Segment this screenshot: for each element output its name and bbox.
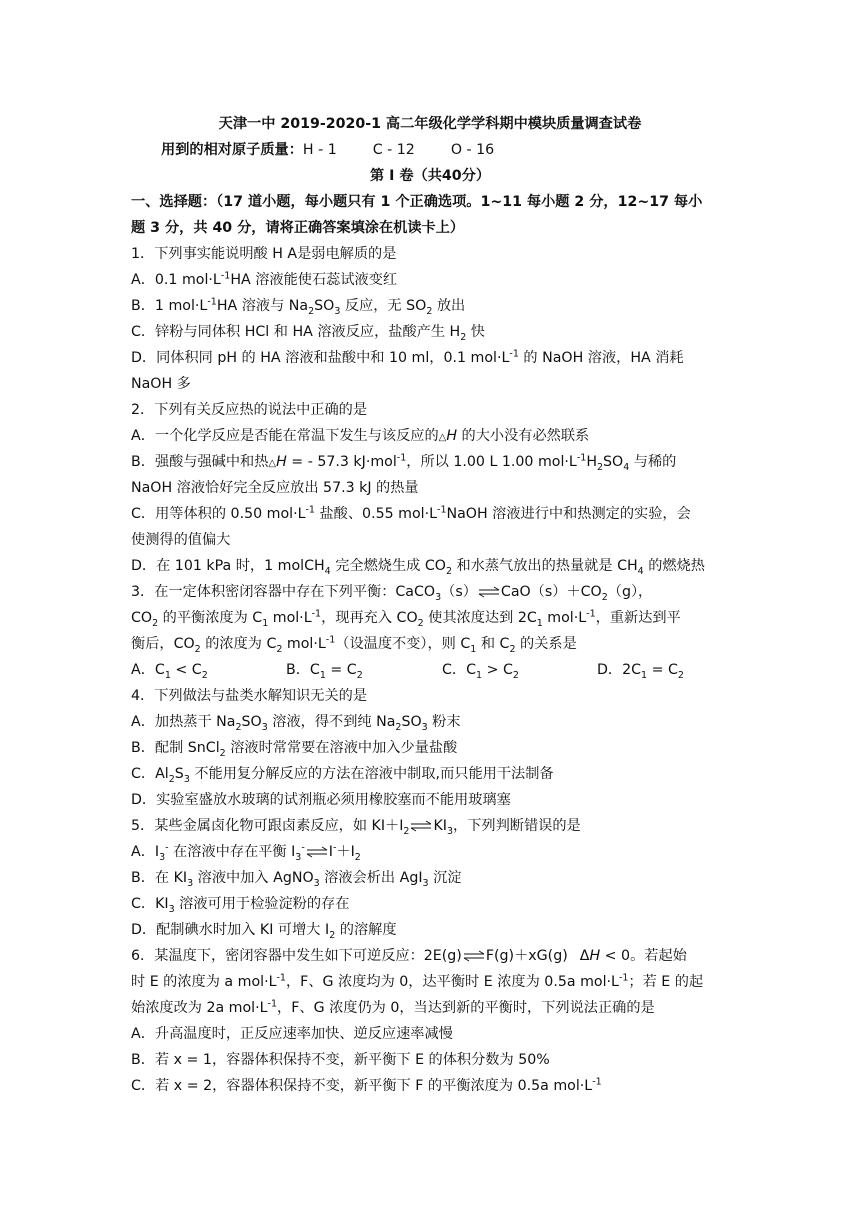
q5-option-d: D．配制碘水时加入 KI 可增大 $I_2$ 的溶解度: [131, 922, 397, 941]
q2-option-b: B．强酸与强碱中和热△H = - 57.3 kJ·mol$^{-1}$，所以 1.00 L 1.00 $mol\cdot L^{-1}H_2SO_4$ 与稀的: [131, 452, 677, 473]
q5-option-c: C．$KI_3$ 溶液可用于检验淀粉的存在: [131, 896, 350, 915]
q4-option-b: B．配制 SnCl$_2$ 溶液时常常要在溶液中加入少量盐酸: [131, 740, 458, 759]
q3-option-c: C．$C_1 > C_2$: [442, 662, 519, 681]
q2-option-b-cont: NaOH 溶液恰好完全反应放出 57.3 kJ 的热量: [131, 480, 419, 496]
q6-option-a: A．升高温度时，正反应速率加快、逆反应速率减慢: [131, 1026, 453, 1042]
q4-option-a: A．加热蒸干 $Na_2SO_3$ 溶液，得不到纯 $Na_2SO_3$ 粉末: [131, 714, 461, 733]
q5-option-b: B．在 $KI_3$ 溶液中加入 AgNO$_3$ 溶液会析出 AgI$_3$ 沉淀: [131, 870, 462, 889]
q3-option-b: B．$C_1 = C_2$: [286, 662, 363, 681]
q1-option-d: D．同体积同 pH 的 HA 溶液和盐酸中和 10 ml，0.1 $mol\cdot L^{-1}$ 的 NaOH 溶液，HA 消耗: [131, 348, 684, 366]
page-title: 天津一中 2019-2020-1 高二年级化学学科期中模块质量调查试卷: [218, 116, 642, 132]
instructions-line-2: 题 3 分，共 40 分，请将正确答案填涂在机读卡上）: [131, 220, 465, 236]
q3-stem: 3．在一定体积密闭容器中存在下列平衡：CaCO$_3$（s） $CaO(s)+CO_2(g)$，: [131, 584, 653, 603]
q1-stem: 1．下列事实能说明酸 H A是弱电解质的是: [131, 246, 397, 262]
atomic-mass-c: C - 12: [372, 142, 415, 158]
atomic-mass-o: O - 16: [450, 142, 495, 158]
q3-options: [131, 660, 731, 680]
q4-stem: 4．下列做法与盐类水解知识无关的是: [131, 688, 368, 704]
equilibrium-arrow-icon: [306, 846, 328, 858]
q2-option-a: A．一个化学反应是否能在常温下发生与该反应的△H 的大小没有必然联系: [131, 428, 590, 444]
equilibrium-arrow-icon: [478, 586, 500, 598]
q5-option-a: A．$I_3^-$ 在溶液中存在平衡 $I_3^-$ $I^-+I_2$: [131, 842, 361, 863]
q1-option-d-cont: NaOH 多: [131, 376, 191, 392]
q6-option-b: B．若 x = 1，容器体积保持不变，新平衡下 E 的体积分数为 50%: [131, 1052, 550, 1068]
q6-line-3: 始浓度改为 2a $mol\cdot L^{-1}$，F、G 浓度仍为 0，当达到新的平衡时，下列说法正确的是: [131, 998, 655, 1016]
q3-line-3: 衡后，$CO_2$ 的浓度为 $C_2$ $mol\cdot L^{-1}$（设温度不变），则 $C_1$ 和 $C_2$ 的关系是: [131, 634, 577, 655]
atomic-mass-label: 用到的相对原子质量：: [161, 142, 303, 158]
instructions-line-1: 一、选择题：（17 道小题，每小题只有 1 个正确选项。1~11 每小题 2 分，12~17 每小: [131, 194, 703, 210]
q6-line-2: 时 E 的浓度为 a $mol\cdot L^{-1}$，F、G 浓度均为 0，达平衡时 E 浓度为 0.5a $mol\cdot L^{-1}$；若 E 的起: [131, 972, 704, 990]
equilibrium-arrow-icon: [463, 950, 485, 962]
q3-option-a: A．$C_1 < C_2$: [131, 662, 208, 681]
q3-option-d: D．$2C_1 = C_2$: [597, 662, 684, 681]
equilibrium-arrow-icon: [410, 820, 432, 832]
q4-option-d: D．实验室盛放水玻璃的试剂瓶必须用橡胶塞而不能用玻璃塞: [131, 792, 511, 808]
q5-stem: 5．某些金属卤化物可跟卤素反应，如 $KI+I_2$ $KI_3$，下列判断错误的是: [131, 818, 581, 837]
atomic-mass-line: [161, 140, 494, 160]
q1-option-c: C．锌粉与同体积 HCl 和 HA 溶液反应，盐酸产生 $H_2$ 快: [131, 324, 485, 343]
q4-option-c: C．$Al_2S_3$ 不能用复分解反应的方法在溶液中制取,而只能用干法制备: [131, 766, 554, 785]
q2-option-c: C．用等体积的 0.50 $mol\cdot L^{-1}$ 盐酸、0.55 $mol\cdot L^{-1}NaOH$ 溶液进行中和热测定的实验，会: [131, 504, 691, 522]
q2-option-d: D．在 101 kPa 时，1 molCH$_4$ 完全燃烧生成 $CO_2$ 和水蒸气放出的热量就是 $CH_4$ 的燃烧热: [131, 558, 705, 577]
q1-option-b: B．1 $mol\cdot L^{-1}HA$ 溶液与 $Na_2SO_3$ 反应，无 $SO_2$ 放出: [131, 296, 466, 317]
atomic-mass-h: H - 1: [302, 142, 337, 158]
q2-option-c-cont: 使测得的值偏大: [131, 532, 231, 548]
q6-option-c: C．若 x = 2，容器体积保持不变，新平衡下 F 的平衡浓度为 0.5a $mol\cdot L^{-1}$: [131, 1076, 602, 1094]
q3-line-2: $CO_2$ 的平衡浓度为 $C_1$ $mol\cdot L^{-1}$，现再充入 $CO_2$ 使其浓度达到 $2C_1$ $mol\cdot L^{-1}$，重新达到平: [131, 608, 681, 629]
section-title: 第 I 卷（共40分）: [369, 168, 491, 184]
q1-option-a: A．0.1 $mol\cdot L^{-1}HA$ 溶液能使石蕊试液变红: [131, 270, 398, 288]
q6-stem: 6．某温度下，密闭容器中发生如下可逆反应：2E(g) F(g)＋xG(g) ΔH < 0。若起始: [131, 948, 687, 964]
q2-stem: 2．下列有关反应热的说法中正确的是: [131, 402, 368, 418]
